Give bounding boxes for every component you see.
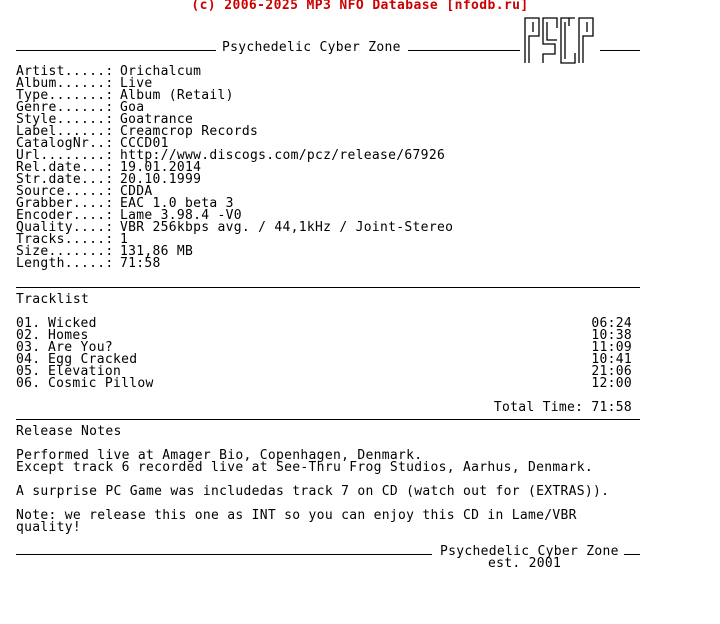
separator <box>16 419 640 420</box>
track-title: Egg Cracked <box>48 352 138 367</box>
track-title: Cosmic Pillow <box>48 376 154 391</box>
track-number: 04. <box>16 352 41 367</box>
track-title: Elevation <box>48 364 122 379</box>
info-value: Orichalcum <box>120 64 202 79</box>
track-duration: 10:38 <box>591 328 632 343</box>
nfo-document <box>16 42 640 570</box>
info-key: Quality....: <box>16 220 114 235</box>
info-key: Genre......: <box>16 100 114 115</box>
notes-line: A surprise PC Game was includedas track 7 on CD (watch out for (EXTRAS)). <box>16 484 610 499</box>
track-title: Homes <box>48 328 89 343</box>
track-duration: 11:09 <box>591 340 632 355</box>
footer-rule <box>16 554 432 555</box>
info-row <box>16 258 640 270</box>
header-row <box>16 42 640 54</box>
footer <box>16 546 640 570</box>
info-value: Lame 3.98.4 -V0 <box>120 208 242 223</box>
track-title: Wicked <box>48 316 97 331</box>
track-number: 02. <box>16 328 41 343</box>
info-key: Size.......: <box>16 244 114 259</box>
copyright-banner[interactable]: (c) 2006-2025 MP3 NFO Database [nfodb.ru] <box>191 0 529 13</box>
info-value: EAC 1.0 beta 3 <box>120 196 234 211</box>
separator <box>16 287 640 288</box>
info-value: Goatrance <box>120 112 194 127</box>
track-duration: 21:06 <box>591 364 632 379</box>
track-number: 05. <box>16 364 41 379</box>
release-notes-heading: Release Notes <box>16 424 122 439</box>
info-key: Rel.date...: <box>16 160 114 175</box>
footer-rule-right <box>624 554 640 555</box>
info-key: Grabber....: <box>16 196 114 211</box>
info-key: Length.....: <box>16 256 114 271</box>
info-value: 1 <box>120 232 129 247</box>
info-key: Str.date...: <box>16 172 114 187</box>
notes-line: quality! <box>16 520 82 535</box>
total-time: Total Time: 71:58 <box>493 400 632 415</box>
info-value: http://www.discogs.com/pcz/release/67926 <box>120 148 446 163</box>
info-key: Type.......: <box>16 88 114 103</box>
track-duration: 06:24 <box>591 316 632 331</box>
release-info <box>16 66 640 270</box>
tracklist-heading: Tracklist <box>16 292 90 307</box>
header-rule-mid <box>408 50 520 51</box>
info-key: Encoder....: <box>16 208 114 223</box>
info-value: Creamcrop Records <box>120 124 259 139</box>
info-value: CDDA <box>120 184 153 199</box>
info-key: CatalogNr..: <box>16 136 114 151</box>
track-row <box>16 378 640 390</box>
info-value: VBR 256kbps avg. / 44,1kHz / Joint-Stereo <box>120 220 454 235</box>
track-number: 01. <box>16 316 41 331</box>
info-value: CCCD01 <box>120 136 169 151</box>
info-key: Artist.....: <box>16 64 114 79</box>
header-rule-right <box>600 50 640 51</box>
track-number: 06. <box>16 376 41 391</box>
track-row <box>16 318 640 330</box>
info-key: Url........: <box>16 148 114 163</box>
notes-line: Note: we release this one as INT so you can enjoy this CD in Lame/VBR <box>16 508 577 523</box>
tracklist <box>16 318 640 390</box>
footer-established: est. 2001 <box>488 556 562 571</box>
info-value: 20.10.1999 <box>120 172 202 187</box>
info-key: Album......: <box>16 76 114 91</box>
group-name: Psychedelic Cyber Zone <box>222 40 401 55</box>
track-title: Are You? <box>48 340 114 355</box>
track-duration: 10:41 <box>591 352 632 367</box>
info-value: Album (Retail) <box>120 88 234 103</box>
info-key: Style......: <box>16 112 114 127</box>
track-number: 03. <box>16 340 41 355</box>
notes-line: Performed live at Amager Bio, Copenhagen, Denmark. <box>16 448 423 463</box>
info-value: Goa <box>120 100 145 115</box>
info-key: Source.....: <box>16 184 114 199</box>
notes-line: Except track 6 recorded live at See-Thru Frog Studios, Aarhus, Denmark. <box>16 460 593 475</box>
info-value: Live <box>120 76 153 91</box>
header-rule-left <box>16 50 216 51</box>
footer-group-name: Psychedelic Cyber Zone <box>440 544 619 559</box>
pcz-logo <box>523 16 595 64</box>
track-duration: 12:00 <box>591 376 632 391</box>
info-key: Tracks.....: <box>16 232 114 247</box>
info-value: 131,86 MB <box>120 244 194 259</box>
info-value: 71:58 <box>120 256 161 271</box>
info-key: Label......: <box>16 124 114 139</box>
info-value: 19.01.2014 <box>120 160 202 175</box>
